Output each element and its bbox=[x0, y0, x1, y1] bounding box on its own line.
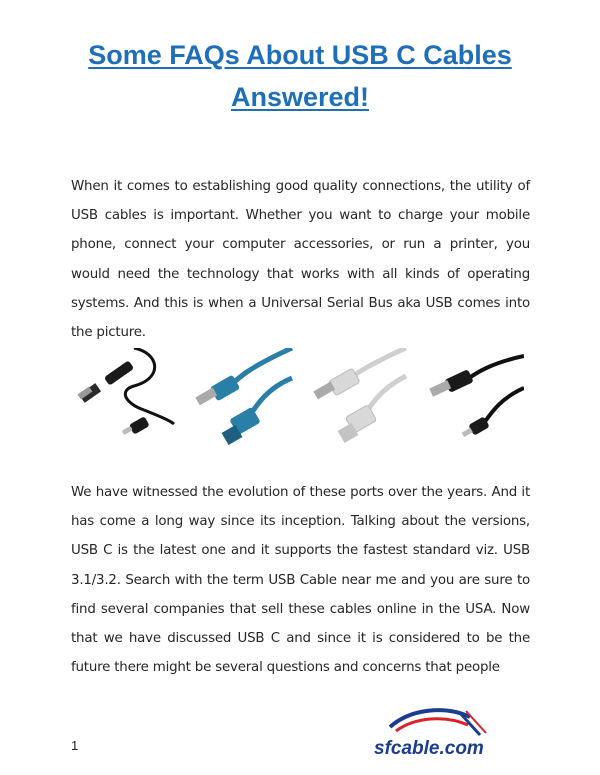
black-usb-a-to-micro-usb-cable-icon bbox=[416, 348, 524, 452]
cable-photo-strip bbox=[74, 348, 528, 452]
black-hdmi-to-usb-c-cable-icon bbox=[74, 348, 182, 452]
sfcable-logo[interactable] bbox=[370, 707, 495, 762]
body-paragraph: We have witnessed the evolution of these ports over the years. And it has come a long way since its inception. Talking about the versions, USB C is the latest one and it supports the fastest standard viz. USB 3.1/3.2. Search with the term USB Cable near me and you are sure to find several companies that sell these cables online in the USA. Now that we have discussed USB C and since it is considered to be the future there might be several questions and concerns that people bbox=[71, 485, 530, 676]
blue-usb-a-to-usb-b-cable-icon bbox=[188, 348, 296, 452]
page-number: 1 bbox=[71, 738, 79, 753]
document-title[interactable]: Some FAQs About USB C Cables Answered! bbox=[88, 40, 512, 112]
logo-text: sfcable.com bbox=[374, 738, 484, 759]
intro-paragraph: When it comes to establishing good quality connections, the utility of USB cables is important. Whether you want to charge your mobile phone, connect your computer accessories, or run a printer, you would need the technology that works with all kinds of operating systems. And this is when a Universal Serial Bus aka USB comes into the picture. bbox=[71, 179, 530, 341]
grey-usb-a-to-usb-b-cable-icon bbox=[302, 348, 410, 452]
